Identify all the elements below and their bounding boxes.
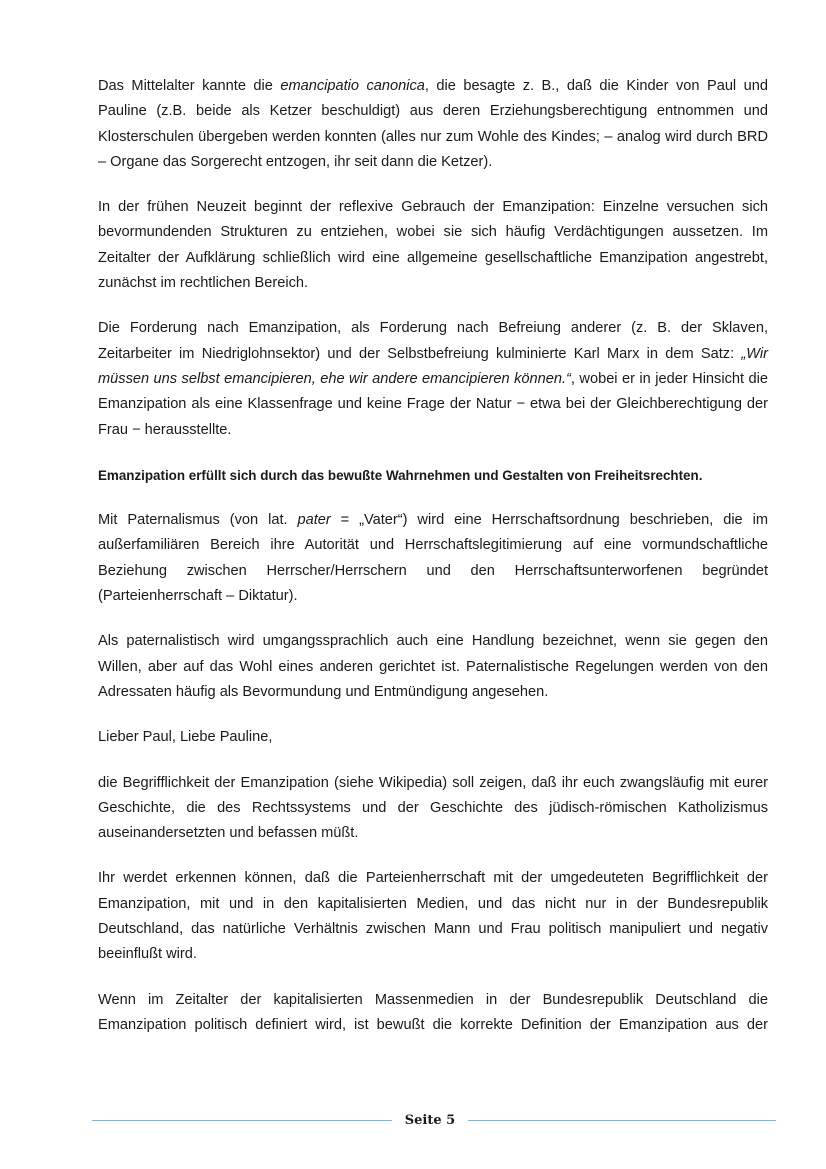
document-body [98, 74, 768, 1058]
italic-quote-marx: „Wir müssen uns selbst emancipieren, ehe wir andere emancipieren können.“ [98, 345, 768, 387]
italic-term-emancipatio-canonica: emancipatio canonica [280, 78, 425, 94]
salutation: Lieber Paul, Liebe Pauline, [98, 729, 273, 746]
footer-rule-left [92, 1120, 392, 1121]
paragraph-karl-marx: Die Forderung nach Emanzipation, als Forderung nach Befreiung anderer (z. B. der Sklaven, Zeitarbeiter im Niedriglohnsektor) und der Selbstbefreiung kulminierte Karl Marx in dem Satz: „Wir müssen uns selbst emancipieren, ehe wir andere emancipieren können.“, wobei er in jeder Hinsicht die Emanzipation als eine Klassenfrage und keine Frage der Natur − etwa bei der Gleichberechtigung der Frau − herausstellte. [98, 320, 768, 438]
paragraph-parteienherrschaft: Ihr werdet erkennen können, daß die Parteienherrschaft mit der umgedeuteten Begrifflichkeit der Emanzipation, mit und in den kapitalisierten Medien, und das nicht nur in der Bundesrepublik Deutschland, das natürliche Verhältnis zwischen Mann und Frau politisch manipuliert und negativ beeinflußt wird. [98, 870, 768, 963]
paragraph-fruehe-neuzeit: In der frühen Neuzeit beginnt der reflexive Gebrauch der Emanzipation: Einzelne versuchen sich bevormundenden Strukturen zu entziehen, wobei sie sich häufig Verdächtigungen aussetzen. Im Zeitalter der Aufklärung schließlich wird eine allgemeine gesellschaftliche Emanzipation angestrebt, zunächst im rechtlichen Bereich. [98, 199, 768, 292]
bold-thesis: Emanzipation erfüllt sich durch das bewußte Wahrnehmen und Gestalten von Freiheitsrechten. [98, 467, 703, 483]
paragraph-paternalismus: Mit Paternalismus (von lat. pater = „Vater“) wird eine Herrschaftsordnung beschrieben, die im außerfamiliären Bereich ihre Autorität und Herrschaftslegitimierung auf eine vormundschaftliche Beziehung zwischen Herrscher/Herrschern und den Herrschaftsunterworfenen begründet (Parteienherrschaft – Diktatur). [98, 512, 768, 605]
italic-term-pater: pater [297, 512, 331, 529]
paragraph-begrifflichkeit: die Begrifflichkeit der Emanzipation (siehe Wikipedia) soll zeigen, daß ihr euch zwangsläufig mit eurer Geschichte, die des Rechtssystems und der Geschichte des jüdisch-römischen Katholizismus auseinandersetzten und befassen müßt. [98, 774, 768, 842]
paragraph-paternalistisch: Als paternalistisch wird umgangssprachlich auch eine Handlung bezeichnet, wenn sie gegen den Willen, aber auf das Wohl eines anderen gerichtet ist. Paternalistische Regelungen werden von den Adressaten häufig als Bevormundung und Entmündigung angesehen. [98, 633, 768, 700]
page-number: Seite 5 [404, 1113, 456, 1128]
footer-rule-right [468, 1120, 776, 1121]
page-footer [92, 1110, 776, 1132]
paragraph-massenmedien: Wenn im Zeitalter der kapitalisierten Massenmedien in der Bundesrepublik Deutschland die Emanzipation politisch definiert wird, ist bewußt die korrekte Definition der Emanzipation aus der [98, 991, 768, 1033]
paragraph-emancipatio-canonica: Das Mittelalter kannte die emancipatio canonica, die besagte z. B., daß die Kinder von Paul und Pauline (z.B. beide als Ketzer beschuldigt) aus deren Erziehungsberechtigung entnommen und Klosterschulen übergeben werden konnten (alles nur zum Wohle des Kindes; – analog wird durch BRD – Organe das Sorgerecht entzogen, ihr seit dann die Ketzer). [98, 78, 768, 170]
